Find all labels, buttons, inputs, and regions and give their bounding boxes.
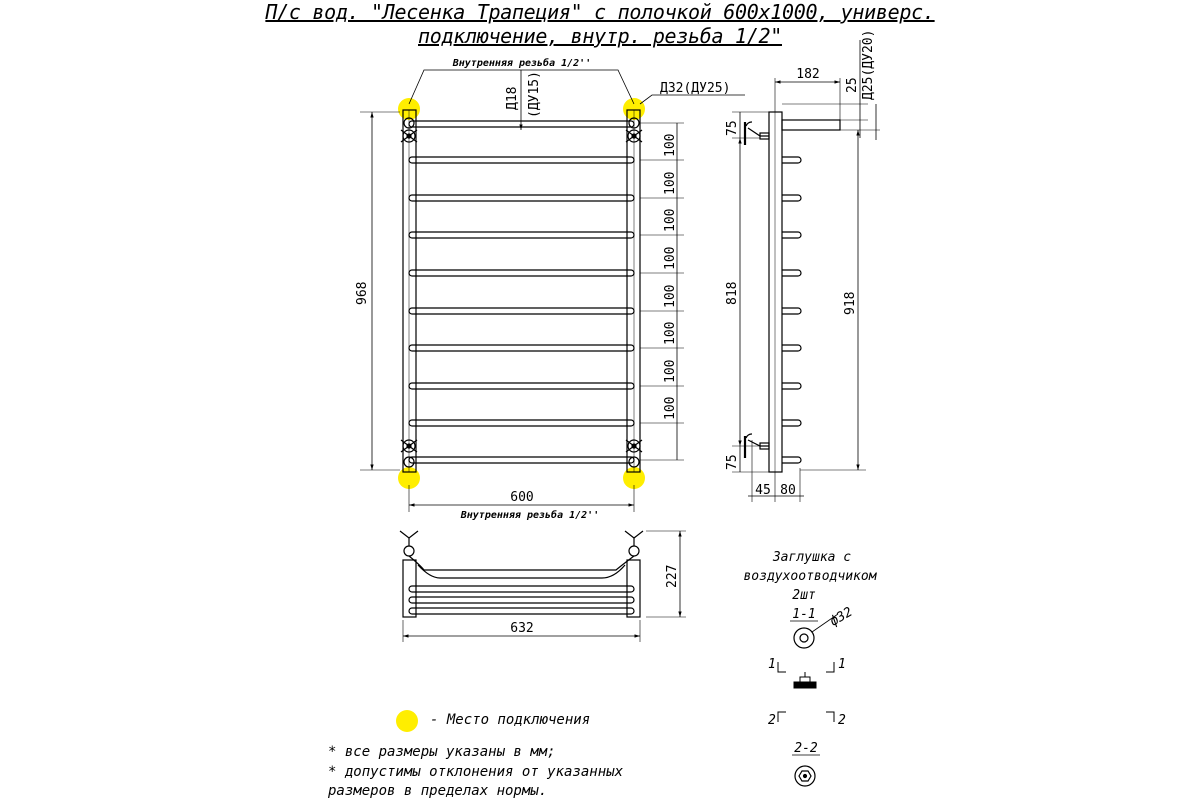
note-line2: * допустимы отклонения от указанных [328,764,624,780]
drawing-title-line1: П/с вод. "Лесенка Трапеция" с полочкой 600x1000, универс. [265,0,935,24]
side-view [732,40,880,502]
depth-182-label: 182 [796,67,820,82]
connection-legend-label: - Место подключения [430,712,591,728]
right-post [627,110,640,472]
mark-1-right: 1 [838,657,846,672]
d32-label: Д32(ДУ25) [660,81,731,96]
du20-label: Д25(ДУ20) [861,29,876,100]
section-1-1-label: 1-1 [792,607,816,622]
spacing-label: 100 [663,208,678,232]
drawing-title-line2: подключение, внутр. резьба 1/2" [418,24,782,48]
depth-227-label: 227 [665,564,680,588]
spacing-label: 100 [663,246,678,270]
note-line3: размеров в пределах нормы. [328,783,548,799]
width-600-label: 600 [510,490,534,505]
bottom-view-labels [510,565,680,636]
connection-legend-marker [396,710,418,732]
mark-2-right: 2 [838,713,846,728]
spacing-label: 100 [663,284,678,308]
bottom-thread-label: Внутренняя резьба 1/2'' [460,510,600,521]
height-818-label: 818 [725,281,740,305]
note-line1: * все размеры указаны в мм; [328,744,556,760]
spacing-label: 100 [663,396,678,420]
plug-title-line2: воздухоотводчиком [743,569,877,584]
spacing-label: 100 [663,133,678,157]
offset-45-label: 45 [755,483,771,498]
rungs [409,121,634,463]
d25-label: 25 [845,77,860,93]
section-2-2-label: 2-2 [794,741,818,756]
bottom-75-label: 75 [725,454,740,470]
shelf-side [782,120,840,130]
spacing-label: 100 [663,359,678,383]
spacing-label: 100 [663,321,678,345]
plug-detail [743,550,877,786]
plug-title-line3: 2шт [792,588,816,603]
spacing-labels [663,134,678,420]
plug-title-line1: Заглушка с [772,550,852,565]
height-918-label: 918 [843,291,858,315]
spacing-label: 100 [663,171,678,195]
side-rungs [782,157,801,463]
diameter-label: ф32 [827,604,856,630]
height-968-label: 968 [355,281,370,305]
width-632-label: 632 [510,621,534,636]
top-thread-label: Внутренняя резьба 1/2'' [452,58,592,69]
mark-1-left: 1 [768,657,776,672]
bottom-view [400,531,686,642]
pipe-80-label: 80 [780,483,796,498]
du15-label: (ДУ15) [527,71,542,118]
wall-brackets [745,122,769,458]
d18-label: Д18 [505,86,520,110]
front-view [360,70,745,512]
left-post [403,110,416,472]
fittings [401,118,642,467]
side-view-labels [725,30,876,498]
mark-2-left: 2 [768,713,776,728]
top-75-label: 75 [725,120,740,136]
